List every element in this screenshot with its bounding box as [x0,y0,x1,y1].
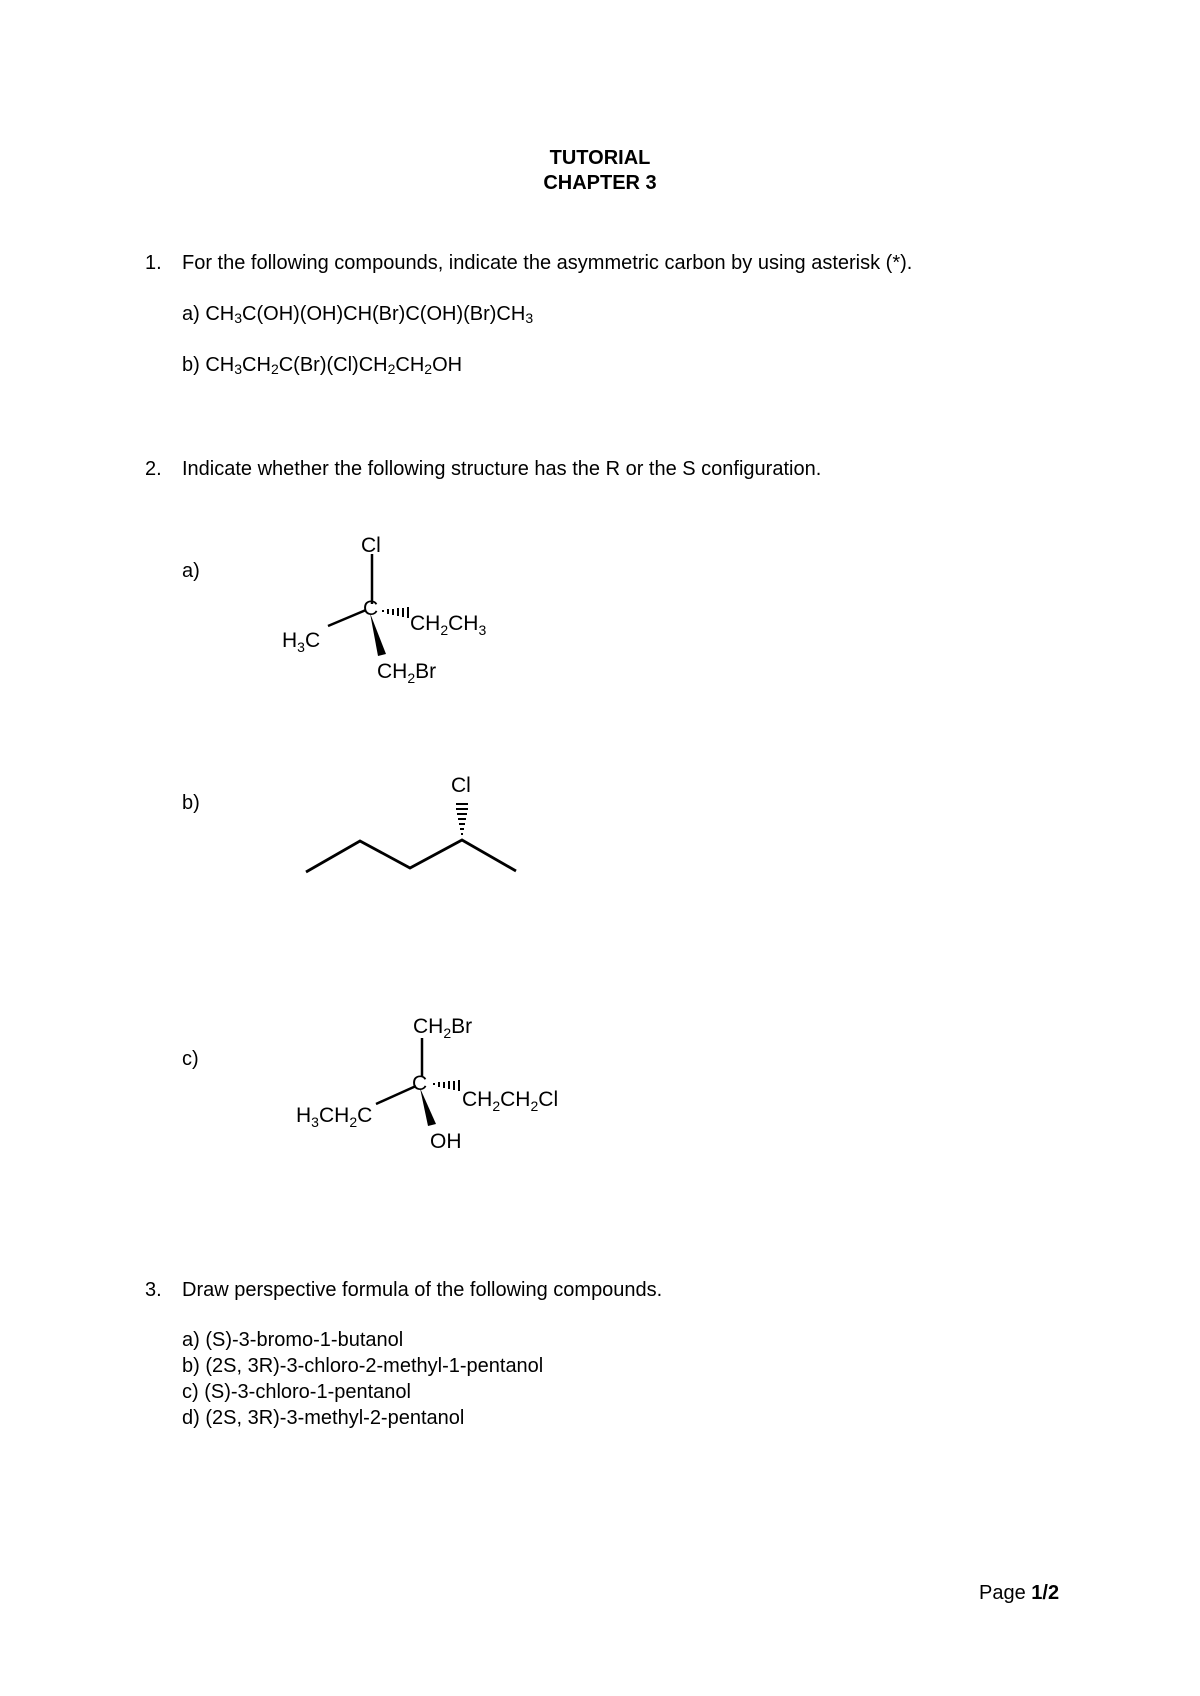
q1-item-b [182,354,462,377]
question-1-number: 1. [145,252,162,274]
structure-b-hash-bond [456,804,468,834]
structure-a-top-atom: Cl [361,534,381,557]
q3-item-d: d) (2S, 3R)-3-methyl-2-pentanol [182,1407,465,1429]
structure-a-diagram [270,530,530,690]
structure-c-label: c) [182,1048,199,1070]
structure-a-right-group: $CH_2CH_3$ [410,612,487,638]
structure-c-left-group: $H_3CH_2C$ [296,1104,373,1130]
structure-b-label: b) [182,792,200,814]
q1-item-a [182,303,533,326]
structure-b-diagram [290,760,550,880]
page-total: 2 [1047,1582,1060,1604]
question-2-number: 2. [145,458,162,480]
page-title: TUTORIAL [549,147,651,169]
q1-item-b-label: b) [182,354,200,376]
structure-c-hash-bond [434,1080,459,1091]
structure-a-center-atom: C [363,597,379,620]
structure-a-label: a) [182,560,200,582]
question-2-text: Indicate whether the following structure has the R or the S configuration. [182,458,822,480]
structure-a-bottom-group: $CH_2Br$ [377,660,437,686]
structure-c-right-group: $CH_2CH_2Cl$ [462,1088,559,1114]
page-number [979,1582,1059,1605]
page-current: 1 [1031,1582,1043,1604]
structure-a-left-group: $H_3C$ [282,629,321,655]
q1-item-a-formula: $CH_3C(OH)(OH)CH(Br)C(OH)(Br)CH_3$ [205,303,534,326]
structure-c-top-group: $CH_2Br$ [413,1015,473,1041]
structure-c-bottom-group: OH [430,1130,462,1153]
question-1-text: For the following compounds, indicate the asymmetric carbon by using asterisk (*). [182,252,913,274]
structure-a-bond-left [328,610,366,626]
q3-item-c: c) (S)-3-chloro-1-pentanol [182,1381,411,1403]
chapter-subtitle: CHAPTER 3 [543,172,657,194]
structure-c-diagram [290,1000,620,1160]
structure-b-top-atom: Cl [451,774,471,797]
question-3-number: 3. [145,1279,162,1301]
structure-a-hash-bond [383,607,408,618]
structure-c-bond-left [376,1086,416,1104]
question-3-text: Draw perspective formula of the following compounds. [182,1279,663,1301]
q1-item-a-label: a) [182,303,200,325]
page-separator: / [1042,1582,1048,1604]
structure-b-carbon-chain [306,840,516,872]
q3-item-b: b) (2S, 3R)-3-chloro-2-methyl-1-pentanol [182,1355,544,1377]
structure-c-center-atom: C [412,1072,428,1095]
page-prefix: Page [979,1582,1032,1604]
q1-item-b-formula: $CH_3CH_2C(Br)(Cl)CH_2CH_2OH$ [205,354,463,377]
q3-item-a: a) (S)-3-bromo-1-butanol [182,1329,404,1351]
